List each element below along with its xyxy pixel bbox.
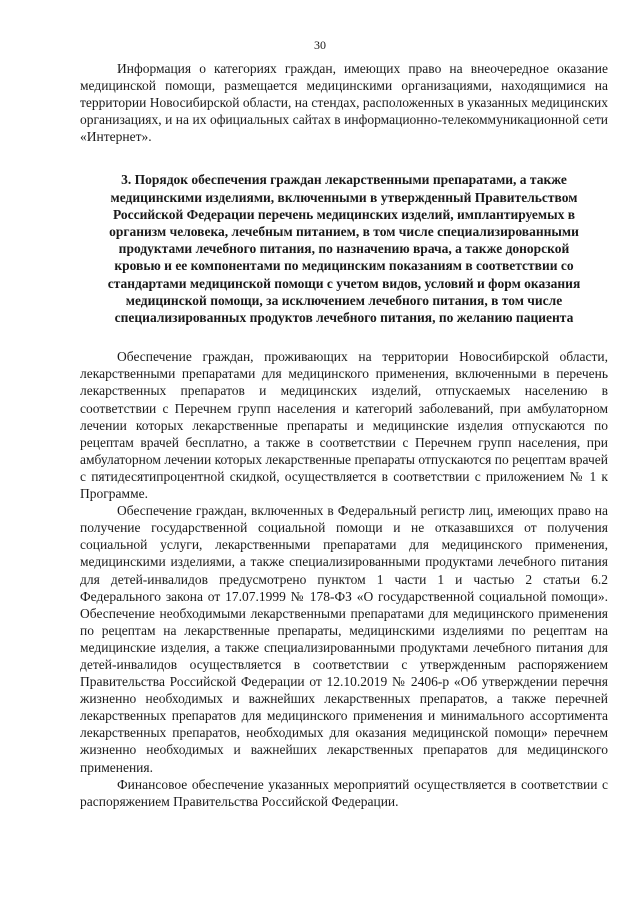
section-heading-line: медицинской помощи, за исключением лечебного питания, в том числе <box>125 292 563 308</box>
body-paragraph: Финансовое обеспечение указанных мероприятий осуществляется в соответствии с распоряжением Правительства Российской Федерации. <box>80 776 608 809</box>
section-heading-line: стандартами медицинской помощи с учетом видов, условий и форм оказания <box>107 275 581 291</box>
section-heading <box>80 171 608 326</box>
section-heading-line: продуктами лечебного питания, по назначению врача, а также донорской <box>118 241 570 257</box>
section-heading-line: специализированных продуктов лечебного питания, по желанию пациента <box>114 310 574 326</box>
section-heading-line: кровью и ее компонентами по медицинским показаниям в соответствии со <box>114 258 574 274</box>
page-content <box>80 60 608 810</box>
section-body <box>80 348 608 810</box>
section-heading-line: Российской Федерации перечень медицинских изделий, имплантируемых в <box>112 206 576 222</box>
body-paragraph: Обеспечение граждан, проживающих на территории Новосибирской области, лекарственными препаратами для медицинского применения, включенными в перечень лекарственных препаратов и медицинских изделий, отпускаемых населению в соответствии с Перечнем групп населения и категорий заболеваний, при амбулаторном лечении которых лекарственные препараты и медицинские изделия отпускаются по рецептам врачей бесплатно, а также в соответствии с Перечнем групп населения, при амбулаторном лечении которых лекарственные препараты отпускаются по рецептам врачей с пятидесятипроцентной скидкой, осуществляется в соответствии с приложением № 1 к Программе. <box>80 349 608 502</box>
body-paragraph: Обеспечение граждан, включенных в Федеральный регистр лиц, имеющих право на получение государственной социальной помощи и не отказавшихся от получения социальной услуги, лекарственными препаратами для медицинского применения, медицинскими изделиями, а также специализированными продуктами лечебного питания для детей-инвалидов предусмотрено пунктом 1 части 1 и частью 2 статьи 6.2 Федерального закона от 17.07.1999 № 178-ФЗ «О государственной социальной помощи». Обеспечение необходимыми лекарственными препаратами для медицинского применения по рецептам на лекарственные препараты, медицинскими изделиями по рецептам на медицинские изделия, а также специализированными продуктами лечебного питания для детей-инвалидов осуществляется в соответствии с утвержденным распоряжением Правительства Российской Федерации от 12.10.2019 № 2406-р «Об утверждении перечня жизненно необходимых и важнейших лекарственных препаратов, а также перечней лекарственных препаратов для медицинского применения и минимального ассортимента лекарственных препаратов, необходимых для оказания медицинской помощи» перечнем жизненно необходимых и важнейших лекарственных препаратов для медицинского применения. <box>80 503 608 775</box>
section-heading-line: 3. Порядок обеспечения граждан лекарственными препаратами, а также <box>121 172 567 188</box>
section-heading-line: медицинскими изделиями, включенными в утвержденный Правительством <box>110 189 578 205</box>
page-number: 30 <box>314 38 326 52</box>
section-heading-line: организм человека, лечебным питанием, в том числе специализированными <box>109 224 579 240</box>
intro-paragraph: Информация о категориях граждан, имеющих право на внеочередное оказание медицинской помощи, размещается медицинскими организациями, находящимися на территории Новосибирской области, на стендах, расположенных в указанных медицинских организациях, и на их официальных сайтах в информационно-телекоммуникационной сети «Интернет». <box>80 61 608 145</box>
